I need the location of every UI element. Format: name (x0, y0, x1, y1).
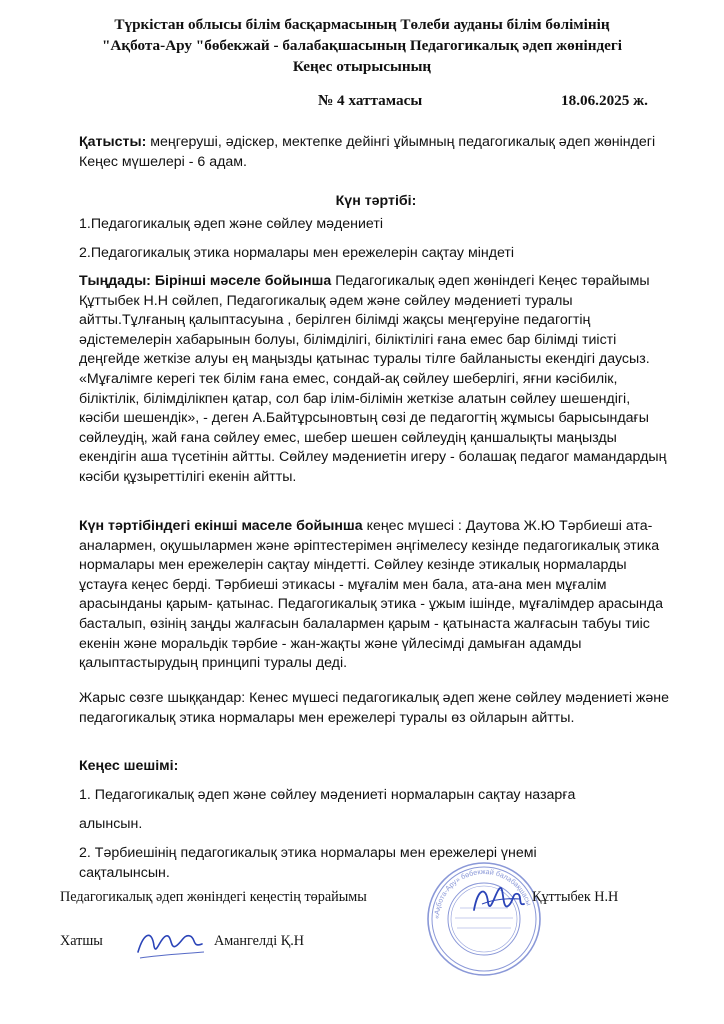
section2-label: Күн тәртібіндегі екінші маселе бойынша (79, 518, 363, 534)
chair-name: Құттыбек Н.Н (532, 889, 619, 905)
header-line-2: "Ақбота-Ару "бөбекжай - балабақшасының Педагогикалық әдеп жөніндегі (101, 37, 623, 54)
decision-item-2: 2. Тәрбиешінің педагогикалық этика нормалары мен ережелері үнемі сақталынсын. (79, 845, 537, 881)
chair-signature (468, 880, 528, 920)
protocol-number: № 4 хаттамасы (318, 92, 423, 109)
header-line-1: Түркістан облысы білім басқармасының Төлеби ауданы білім бөлімінің (114, 16, 610, 33)
header-line-3: Кеңес отырысының (292, 58, 432, 75)
protocol-date: 18.06.2025 ж. (561, 92, 648, 109)
section1-text: Педагогикалық әдеп жөніндегі Кеңес төрайымы Құттыбек Н.Н сөйлеп, Педагогикалық әдем және сөйлеу мәдениеті туралы айтты.Тұлғаның қалыптасуына , берілген білімді жақсы меңгеруіне педагогтің әдістемелерін хабарынын болуы, білімділігі, біліктілігі ғана емес бар білімді тиісті деңгейде жеткізе алуы ең маңызды қатынас туралы тілге байланысты екендігі даусыз. «Мұғалімге керегі тек білім ғана емес, сондай-ақ сөйлеу шеберлігі, яғни кәсібилік, біліктілік, білімділікпен қатар, сол бар ілім-білімін жеткізе алатын сөйлеу шешендігі, кәсіби шешендік», - деген А.Байтұрсыновтың сөзі де педагогтің жұмысы барысындағы сөйлеудің, жай ғана сөйлеу емес, шебер шешен сөйлеудің қаншалықты маңызды екендігін аша түсетінін айтты. Сөйлеу мәдениетін игеру - болашақ педагог мамандардың кәсіби құзыреттілігі екенін айтты. (79, 273, 667, 485)
speakers-paragraph: Жарыс сөзге шыққандар: Кенес мүшесі педагогикалық әдеп жене сөйлеу мәдениеті және педагогикалық этика нормалары мен ережелері туралы өз ойларын айтты. (79, 690, 670, 726)
chair-title: Педагогикалық әдеп жөніндегі кеңестің төрайымы (60, 889, 367, 905)
agenda-item-2: 2.Педагогикалық этика нормалары мен ережелерін сақтау міндеті (79, 245, 515, 261)
decision-item-1b: алынсын. (79, 816, 143, 832)
section1-label: Тыңдады: Бірінші мәселе бойынша (79, 273, 332, 289)
secretary-name: Амангелді Қ.Н (214, 933, 304, 949)
svg-text:«Ақбота-Ару» бөбекжай балабақш: «Ақбота-Ару» бөбекжай балабақшасы (431, 866, 534, 920)
attendees-text: меңгеруші, әдіскер, мектепке дейінгі ұйымның педагогикалық әдеп жөніндегі Кеңес мүшелері - 6 адам. (79, 134, 656, 170)
section1-paragraph (79, 272, 673, 488)
section2-paragraph (79, 517, 673, 674)
attendees-label: Қатысты: (79, 134, 147, 150)
agenda-title: Күн тәртібі: (335, 193, 417, 209)
attendees-paragraph (79, 133, 673, 172)
secretary-title: Хатшы (60, 933, 103, 949)
document-header (40, 14, 684, 77)
section2-text: кеңес мүшесі : Даутова Ж.Ю Тәрбиеші ата-аналармен, оқушылармен және әріптестерімен әңгімелесу кезінде педагогикалық этика нормалары мен ережелерін сақтау міндетті. Сөйлеу кезінде этикалық нормаларды ұстауға кеңес берді. Тәрбиеші этикасы - мұғалім мен бала, ата-ана мен мұғалім арасынданы қарым- қатынас. Педагогикалық этика - ұжым ішінде, мұғалімдер арасында басталып, өзінің заңды жалғасын балалармен қарым - қатынаста жалғасын табуы тиіс екенін және моральдік тәрбие - жан-жақты және үйлесімді дамыған адамды қалыптастырудың принципі туралы деді. (79, 518, 664, 672)
secretary-signature (130, 922, 210, 964)
decision-title: Кеңес шешімі: (79, 758, 179, 774)
decision-item-1a: 1. Педагогикалық әдеп және сөйлеу мәдениеті нормаларын сақтау назарға (79, 787, 576, 803)
agenda-item-1: 1.Педагогикалық әдеп және сөйлеу мәдениеті (79, 216, 383, 232)
